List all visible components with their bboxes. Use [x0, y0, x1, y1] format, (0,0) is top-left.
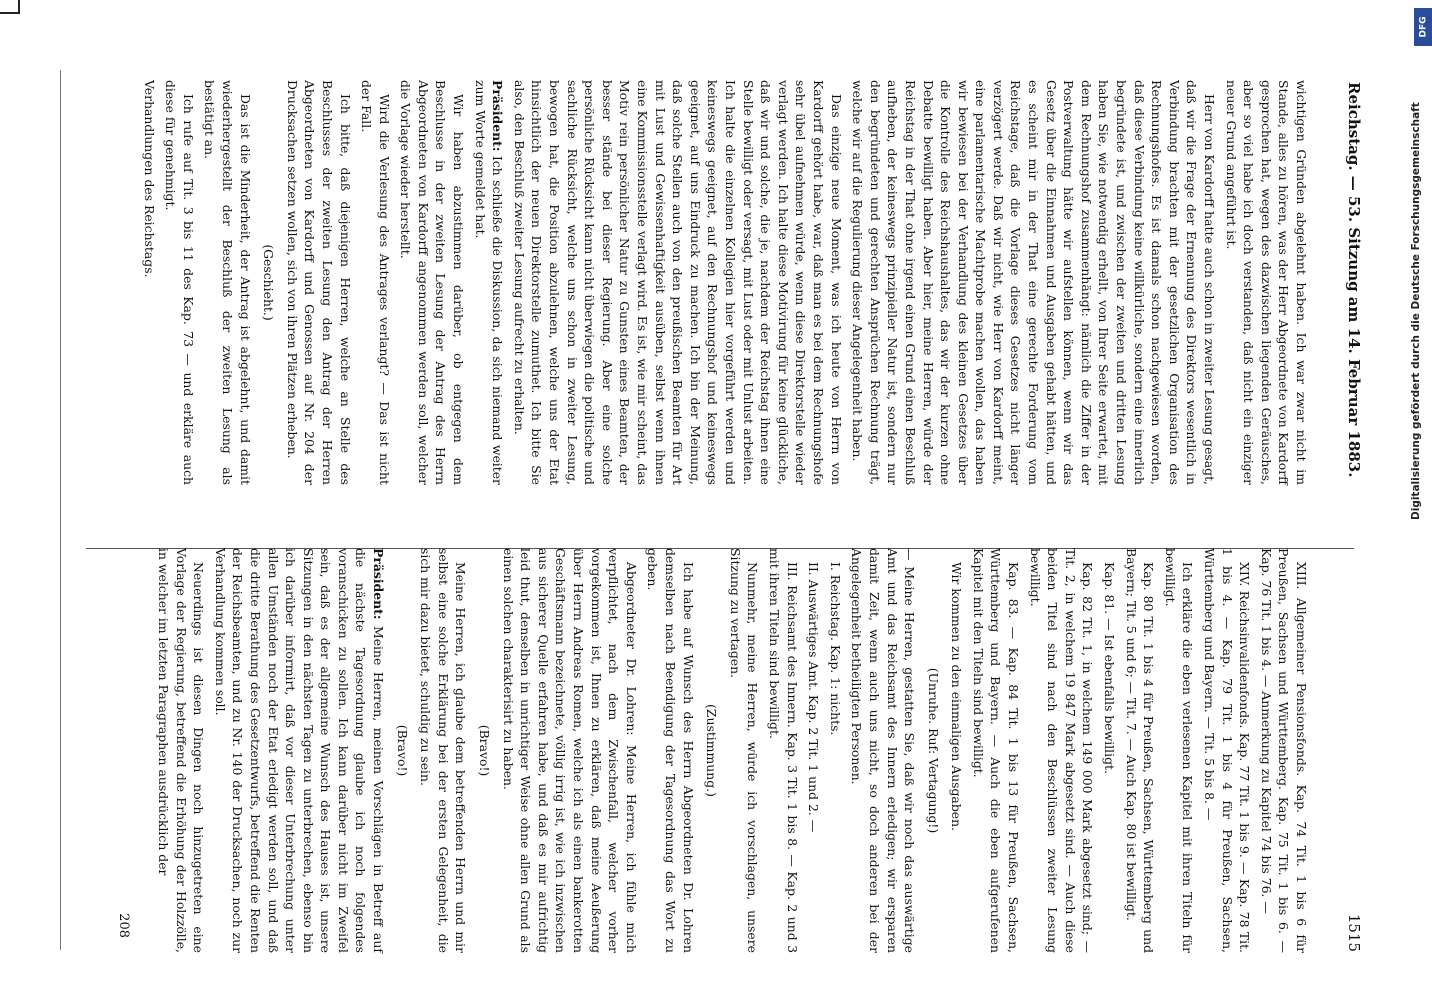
- running-head: Reichstag. — 53. Sitzung am 14. Februar 1883.: [1345, 82, 1363, 478]
- dfg-logo-text: DFG: [1418, 16, 1429, 38]
- footer-line: Verhandlungen des Reichstags.: [141, 80, 157, 278]
- paragraph: I. Reichstag. Kap. 1: nichts.: [827, 562, 843, 736]
- corner-mark: [0, 0, 20, 14]
- paragraph: Abgeordneter Dr. Lohren: Meine Herren, ich fühle mich verpflichtet, nach dem Zwischenfall, welcher vorher vorgekommen ist, Ihnen zu erklären, daß meine Aeußerung über Herrn Andreas Romen, welche ich als einen bankerotten Geschäftsmann bezeichnete, völlig irrig ist, wie ich inzwischen aus sicherer Quelle erfahren habe, und daß es mir aufrichtig leid thut, denselben in unrichtiger Weise ohne allen Grund als einen solchen charakterisirt zu haben.: [500, 548, 639, 953]
- right-column: [150, 548, 1310, 953]
- paragraph: Herr von Kardorff hatte auch schon in zweiter Lesung gesagt, daß wir die Frage der Ernennung des Direktors wesentlich in Verbindung brachten mit der gesetzlichen Organisation des Rechnungshofes. Es ist damals schon nachgewiesen worden, daß diese Verbindung keine willkürliche, sondern eine innerlich begründete ist, und zwischen der zweiten und dritten Lesung haben Sie, wie notwendig erhellt, von Ihrer Seite erwartet, mit dem Rechnungshof zusammenhängt: nämlich die Ziffer in der Postverwaltung hätte wir aufstellen können, wenn wir das Gesetz über die Einnahmen und Ausgaben gehabt hätten, und es scheint mir in der That eine gerechte Forderung vom Reichstage, daß die Vorlage dieses Gesetzes nicht länger verzögert werde. Daß wir nicht, wie Herr von Kardorff meint, eine parlamentarische Machtprobe machen wollen, das haben wir bewiesen bei der Verhandlung des kleinen Gesetzes über die Kontrolle des Reichshaushaltes, das wir der kurzen ohne Debatte bewilligt haben. Aber hier, meine Herren, würde der Reichstag in der That ohne irgend einen Grund einen Beschluß aufheben, der keineswegs prinzipieller Natur ist, sondern nur den begründeten und gerechten Ansprüchen Rechnung trägt, welche wir auf die Regulierung dieser Angelegenheit haben.: [850, 80, 1218, 485]
- page-number: 1515: [1345, 913, 1363, 952]
- praesident-speech: [211, 548, 387, 953]
- paragraph: Kap. 83. — Kap. 84 Tit. 1 bis 13 für Preußen, Sachsen, Württemberg und Bayern. — Auch die eben aufgerufenen Kapitel mit den Titeln sind bewilligt.: [970, 548, 1022, 953]
- stage-direction: (Unruhe. Ruf: Vertagung!): [925, 667, 941, 834]
- speech-text: Meine Herren, meinen Vorschlägen in Betreff auf die nächste Tagesordnung glaube ich noch folgendes voranschicken zu sollen. Ich kann darüber nicht im Zweifel sein, daß es der allgemeine Wunsch des Hauses ist, unsere Sitzungen in den nächsten Tagen zu unterbrechen, ebenso bin ich darüber informirt, daß vor dieser Unterbrechung unter allen Umständen noch der Etat erledigt werden soll, und daß die dritte Berathung des Gesetzentwurfs, betreffend die Renten der Reichsbeamten, und zu Nr. 140 der Drucksachen, noch zur Verhandlung kommen soll.: [212, 548, 387, 953]
- header-rule: [60, 70, 61, 950]
- speaker-label: Präsident:: [490, 80, 506, 152]
- paragraph: Ich bitte, daß diejenigen Herren, welche an Stelle des Beschlusses der zweiten Lesung den Antrag der Herren Abgeordneten von Kardorff und Genossen auf Nr. 204 der Drucksachen setzen wollen, sich von ihren Plätzen erheben.: [284, 80, 353, 485]
- paragraph: XIII. Allgemeiner Pensionsfonds. Kap. 74 Tit. 1 bis 6 für Preußen, Sachsen und Württemberg. Kap. 75 Tit. 1 bis 6. — Kap. 76 Tit. 1 bis 4. — Anmerkung zu Kapitel 74 bis 76. —: [1258, 548, 1309, 953]
- funding-note: Digitalisierung gefördert durch die Deutsche Forschungsgemeinschaft: [1410, 102, 1422, 520]
- paragraph: Kap. 82 Tit. 1, in welchem 149 000 Mark abgesetzt sind; — Tit. 2, in welchem 19 847 Mark abgesetzt sind. — Auch diese beiden Titel sind nach den Beschlüssen zweiter Lesung bewilligt.: [1027, 548, 1096, 953]
- paragraph: XIV. Reichsinvalidenfonds. Kap. 77 Tit. 1 bis 9. — Kap. 78 Tit. 1 bis 4. — Kap. 79 Tit. 1 bis 4 für Preußen, Sachsen, Württemberg und Bayern. — Tit. 5 bis 8. —: [1202, 548, 1253, 953]
- paragraph: Das einzige neue Moment, was ich heute von Herrn von Kardorff gehört habe, war, daß man es bei dem Rechnungshofe sehr übel aufnehmen würde, wenn diese Direktorstelle wieder verlagt werden. Ich halte diese Motivirung für keine glückliche, daß wir und solche, die je, nachdem der Reichstag ihnen eine Stelle bewilligt oder versagt, mit Lust oder mit Unlust arbeiten. Ich halte die einzelnen Kollegien hier vorgeführt werden und keineswegs geeignet, auf den Rechnungshof und keineswegs geeignet, auf uns Eindruck zu machen. Ich bin der Meinung, daß solche Stellen auch von den preußischen Beamten für Art mit Lust und Gewissenhaftigkeit ausüben, selbst wenn ihnen eine Kommissionsstelle verlagt wird. Es ist, wie mir scheint, das Motiv rein persönlicher Natur zu Gunsten eines Beamten, der besser stände bei dieser Regierung. Aber eine solche persönliche Rücksicht kann nicht überwiegen die politische und sachliche Rücksicht, welche uns schon in zweiter Lesung, bewogen hat, die Position abzulehnen, welche uns der Etat hinsichtlich der neuen Direktorstelle zumuthet. Ich bitte Sie also, den Beschluß zweiter Lesung aufrecht zu erhalten.: [511, 80, 844, 485]
- praesident-speech: [471, 80, 506, 485]
- paragraph: Ich rufe auf Tit. 3 bis 11 des Kap. 73 — und erkläre auch diese für genehmigt.: [163, 80, 196, 485]
- speech-text: Ich schließe die Diskussion, da sich niemand weiter zum Worte gemeldet hat.: [472, 80, 506, 485]
- paragraph: Nunmehr, meine Herren, würde ich vorschlagen, unsere Sitzung zu vertagen.: [727, 548, 761, 953]
- stage-direction: (Geschieht.): [261, 244, 277, 321]
- paragraph: Kap. 80 Tit. 1 bis 4 für Preußen, Sachsen, Württemberg und Bayern; Tit. 5 und 6; — Tit. 7. — Auch Kap. 80 ist bewilligt.: [1123, 548, 1157, 953]
- paragraph: — Meine Herren, gestatten Sie, daß wir noch das auswärtige Amt und das Reichsamt des Innern erledigen; wir ersparen damit Zeit, wenn auch uns nicht, so doch anderen bei der Angelegenheit betheiligten Personen.: [849, 548, 918, 953]
- paragraph: Ich erkläre die eben verlesenen Kapitel mit ihren Titeln für bewilligt.: [1162, 548, 1196, 953]
- stage-direction: (Zustimmung.): [704, 704, 720, 797]
- stage-direction: (Bravo!): [477, 724, 493, 777]
- paragraph: III. Reichsamt des Innern. Kap. 3 Tit. 1 bis 8. — Kap. 2 und 3 mit ihren Titeln sind bewilligt.: [766, 548, 800, 953]
- paragraph: Ich habe auf Wunsch des Herrn Abgeordneten Dr. Lohren demselben nach Beendigung der Tagesordnung das Wort zu geben.: [645, 548, 696, 953]
- paragraph: Kap. 81. — Ist ebenfalls bewilligt.: [1102, 562, 1118, 774]
- paragraph: II. Auswärtiges Amt. Kap. 2 Tit. 1 und 2. —: [806, 562, 822, 833]
- page-header: [1330, 78, 1370, 958]
- paragraph: Neuerdings ist diesen Dingen noch hinzugetreten eine Vorlage der Regierung, betreffend die Erhöhung der Holzzölle, in welcher im letzten Paragraphen ausdrücklich der: [155, 548, 207, 953]
- signature-mark: 208: [116, 913, 131, 938]
- paragraph: Wir kommen zu den einmaligen Ausgaben.: [949, 562, 965, 832]
- paragraph: Wir haben abzustimmen darüber, ob entgegen dem Beschlusse in der zweiten Lesung der Antrag des Herrn Abgeordneten von Kardorff angenommen werden soll, welcher die Vorlage wieder herstellt.: [398, 80, 467, 485]
- paragraph: wichtigen Gründen abgelehnt haben. Ich war zwar nicht im Stande, alles zu hören, was der Herr Abgeordnete von Kardorff gesprochen hat, wegen des dazwischen liegenden Geräusches, aber so viel habe ich doch verstanden, daß nicht ein einziger neuer Grund angeführt ist.: [1223, 80, 1309, 485]
- paragraph: Meine Herren, ich glaube dem betreffenden Herrn und mir selbst eine solche Erklärung bei der ersten Gelegenheit, die sich mir dazu bietet, schuldig zu sein.: [418, 548, 469, 953]
- scanned-page: [90, 78, 1370, 958]
- stage-direction: (Bravo!): [394, 724, 410, 777]
- dfg-logo: [1414, 8, 1432, 46]
- paragraph: Wird die Verlesung des Antrages verlangt? — Das ist nicht der Fall.: [359, 80, 392, 485]
- left-column: [136, 80, 1310, 485]
- paragraph: Das ist die Minderheit, der Antrag ist abgelehnt, und damit wiederhergestellt der Beschluß der zweiten Lesung als bestätigt an.: [202, 80, 253, 485]
- speaker-label: Präsident:: [371, 548, 387, 620]
